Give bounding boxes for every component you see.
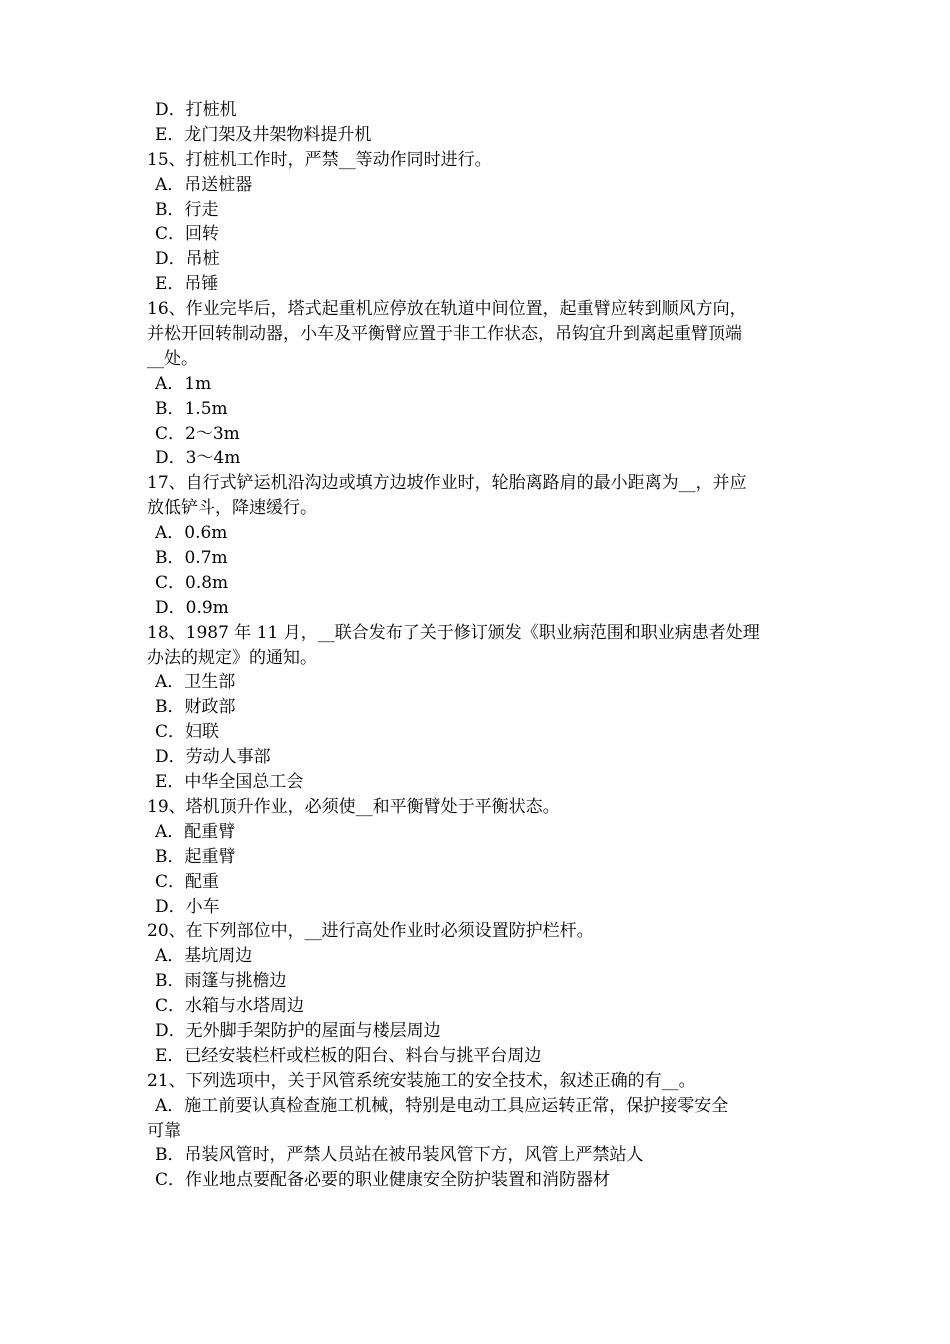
answer-option: B．财政部: [155, 697, 236, 718]
question-text: 并松开回转制动器，小车及平衡臂应置于非工作状态，吊钩宜升到离起重臂顶端: [147, 324, 742, 345]
answer-option: D．打桩机: [155, 100, 237, 120]
answer-option: A．施工前要认真检查施工机械，特别是电动工具应运转正常，保护接零安全: [155, 1095, 729, 1116]
question-text: 可靠: [147, 1120, 181, 1141]
question-text: __处。: [147, 348, 198, 369]
answer-option: B．雨篷与挑檐边: [155, 971, 287, 992]
answer-option: B．吊装风管时，严禁人员站在被吊装风管下方，风管上严禁站人: [155, 1145, 644, 1166]
answer-option: D．0.9m: [155, 597, 229, 618]
answer-option: C．作业地点要配备必要的职业健康安全防护装置和消防器材: [155, 1170, 611, 1191]
question-text: 19、塔机顶升作业，必须使__和平衡臂处于平衡状态。: [147, 796, 560, 817]
question-text: 16、作业完毕后，塔式起重机应停放在轨道中间位置，起重臂应转到顺风方向，: [147, 299, 747, 320]
question-text: 18、1987 年 11 月，__联合发布了关于修订颁发《职业病范围和职业病患者处理: [147, 622, 760, 643]
answer-option: E．已经安装栏杆或栏板的阳台、料台与挑平台周边: [155, 1045, 542, 1066]
answer-option: C．回转: [155, 224, 220, 245]
question-text: 放低铲斗，降速缓行。: [147, 498, 317, 519]
answer-option: A．0.6m: [155, 523, 228, 544]
answer-option: D．吊桩: [155, 249, 220, 270]
answer-option: C．配重: [155, 871, 220, 892]
answer-option: D．无外脚手架防护的屋面与楼层周边: [155, 1020, 441, 1041]
answer-option: B．0.7m: [155, 548, 228, 569]
question-text: 20、在下列部位中，__进行高处作业时必须设置防护栏杆。: [147, 921, 594, 942]
answer-option: C．0.8m: [155, 572, 229, 593]
answer-option: A．基坑周边: [155, 946, 253, 967]
answer-option: C．2～3m: [155, 423, 240, 444]
answer-option: A．配重臂: [155, 821, 236, 842]
answer-option: E．吊锤: [155, 274, 219, 295]
answer-option: B．行走: [155, 199, 219, 220]
question-text: 21、下列选项中，关于风管系统安装施工的安全技术，叙述正确的有__。: [147, 1070, 696, 1091]
answer-option: E．龙门架及井架物料提升机: [155, 124, 372, 145]
question-text: 办法的规定》的通知。: [147, 647, 317, 668]
answer-option: A．卫生部: [155, 672, 236, 693]
answer-option: C．水箱与水塔周边: [155, 996, 305, 1017]
answer-option: A．吊送桩器: [155, 174, 253, 195]
answer-option: D．劳动人事部: [155, 747, 271, 768]
answer-option: E．中华全国总工会: [155, 772, 304, 793]
document-page: [147, 98, 817, 1193]
question-text: 17、自行式铲运机沿沟边或填方边坡作业时，轮胎离路肩的最小距离为__，并应: [147, 473, 747, 494]
answer-option: B．起重臂: [155, 846, 236, 867]
answer-option: A．1m: [155, 373, 212, 394]
answer-option: D．小车: [155, 896, 220, 917]
answer-option: D．3～4m: [155, 448, 241, 469]
answer-option: B．1.5m: [155, 398, 228, 419]
question-text: 15、打桩机工作时，严禁__等动作同时进行。: [147, 149, 492, 170]
answer-option: C．妇联: [155, 722, 220, 743]
